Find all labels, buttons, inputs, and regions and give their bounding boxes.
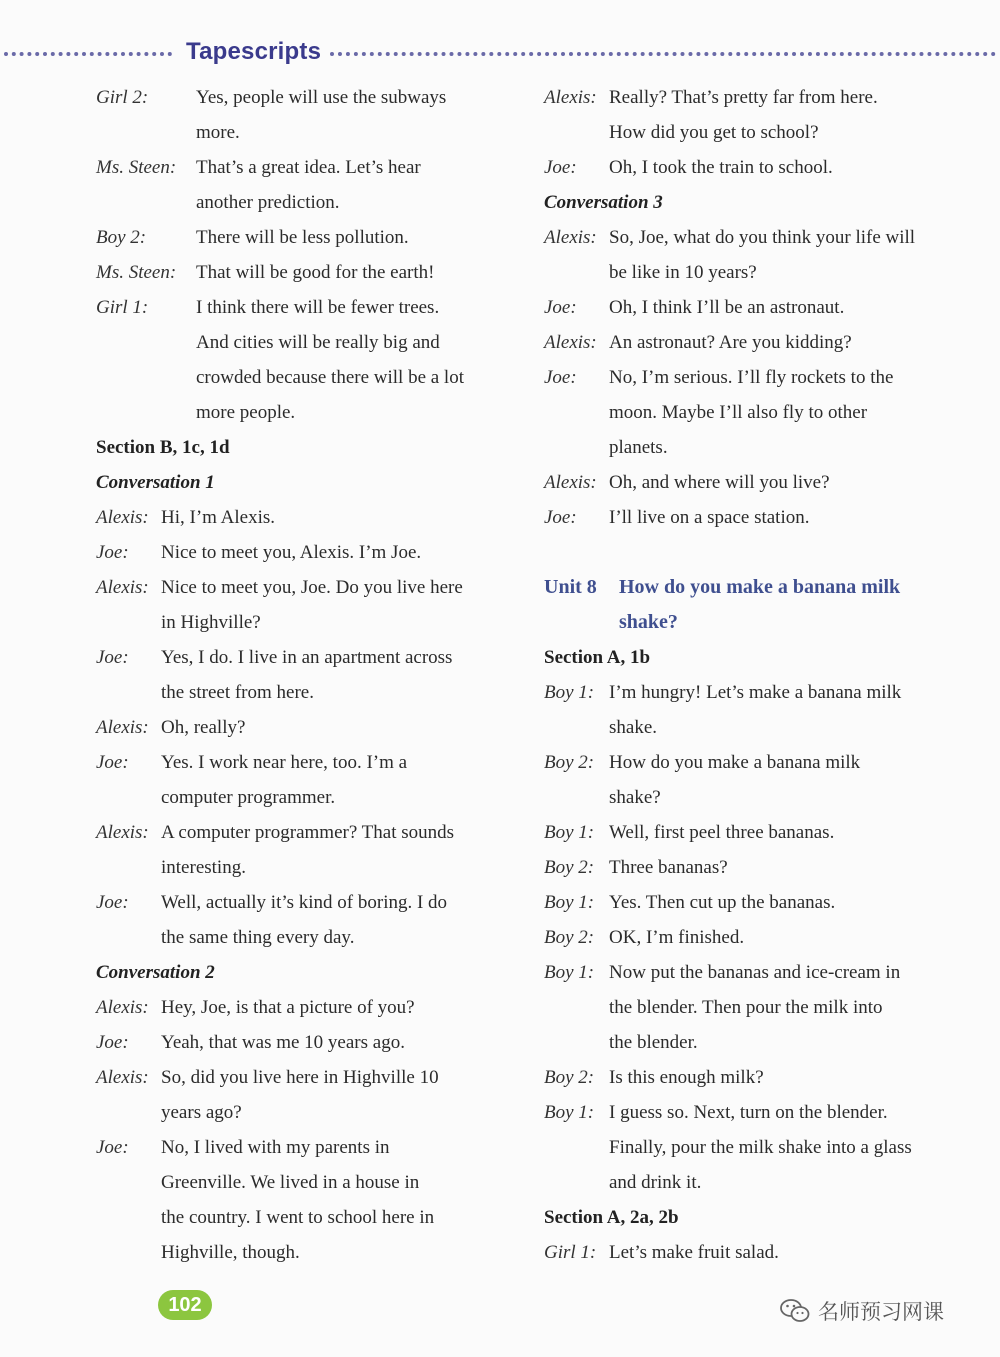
dialogue-text: A computer programmer? That sounds: [161, 822, 455, 843]
dialogue-line: [96, 535, 516, 570]
speaker-name: Boy 1:: [544, 962, 595, 983]
dialogue-line: [544, 745, 964, 815]
watermark-text: 名师预习网课: [818, 1300, 944, 1324]
dialogue-text: Oh, I think I’ll be an astronaut.: [609, 297, 845, 318]
dialogue-text: and drink it.: [609, 1172, 702, 1193]
dialogue-line: [544, 465, 964, 500]
dialogue-text: moon. Maybe I’ll also fly to other: [609, 402, 868, 423]
speaker-name: Boy 2:: [544, 752, 595, 773]
dialogue-text: An astronaut? Are you kidding?: [609, 332, 852, 353]
dialogue-line: [544, 500, 964, 535]
dialogue-text: Three bananas?: [609, 857, 728, 878]
dialogue-text: How do you make a banana milk: [609, 752, 861, 773]
page-header: [0, 36, 1000, 72]
dialogue-line: [544, 290, 964, 325]
dialogue-line: [96, 500, 516, 535]
dialogue-line: [544, 815, 964, 850]
dialogue-text: Oh, I took the train to school.: [609, 157, 833, 178]
dialogue-text: OK, I’m finished.: [609, 927, 745, 948]
dialogue-text: more.: [196, 122, 240, 143]
dialogue-text: Is this enough milk?: [609, 1067, 764, 1088]
page-number-badge: 102: [158, 1290, 212, 1320]
dialogue-text: the street from here.: [161, 682, 314, 703]
speaker-name: Alexis:: [96, 577, 149, 598]
speaker-name: Joe:: [544, 367, 577, 388]
left-column: [96, 80, 516, 1270]
dialogue-line: [544, 150, 964, 185]
speaker-name: Joe:: [96, 647, 129, 668]
speaker-name: Alexis:: [96, 997, 149, 1018]
dialogue-text: Finally, pour the milk shake into a glass: [609, 1137, 912, 1158]
dialogue-line: [544, 1060, 964, 1095]
dialogue-line: [544, 885, 964, 920]
conversation-heading: Conversation 1: [96, 472, 215, 493]
dialogue-text: There will be less pollution.: [196, 227, 409, 248]
dialogue-text: Let’s make fruit salad.: [609, 1242, 779, 1263]
speaker-name: Boy 1:: [544, 892, 595, 913]
dialogue-text: Yes, people will use the subways: [196, 87, 447, 108]
dialogue-text: Now put the bananas and ice-cream in: [609, 962, 901, 983]
dialogue-line: [96, 80, 516, 150]
speaker-name: Joe:: [544, 157, 577, 178]
dialogue-text: another prediction.: [196, 192, 340, 213]
dialogue-line: [544, 220, 964, 290]
dialogue-text: I guess so. Next, turn on the blender.: [609, 1102, 888, 1123]
speaker-name: Alexis:: [544, 472, 597, 493]
dialogue-line: [96, 290, 516, 430]
dialogue-line: [544, 955, 964, 1060]
dialogue-text: in Highville?: [161, 612, 261, 633]
speaker-name: Girl 2:: [96, 87, 149, 108]
speaker-name: Joe:: [96, 892, 129, 913]
dialogue-text: How did you get to school?: [609, 122, 819, 143]
dialogue-text: I’ll live on a space station.: [609, 507, 810, 528]
speaker-name: Alexis:: [544, 87, 597, 108]
dialogue-line: [544, 325, 964, 360]
section-heading: Section B, 1c, 1d: [96, 437, 230, 458]
dialogue-text: Yeah, that was me 10 years ago.: [161, 1032, 405, 1053]
conversation-heading: Conversation 2: [96, 962, 215, 983]
dialogue-line: [544, 920, 964, 955]
dialogue-text: Nice to meet you, Alexis. I’m Joe.: [161, 542, 422, 563]
dialogue-text: That will be good for the earth!: [196, 262, 435, 283]
dialogue-text: years ago?: [161, 1102, 242, 1123]
dialogue-line: [96, 885, 516, 955]
dialogue-text: Really? That’s pretty far from here.: [609, 87, 878, 108]
dialogue-line: [544, 675, 964, 745]
dialogue-text: Yes, I do. I live in an apartment across: [161, 647, 453, 668]
dialogue-text: planets.: [609, 437, 668, 458]
dialogue-line: [96, 1025, 516, 1060]
speaker-name: Joe:: [544, 297, 577, 318]
speaker-name: Boy 1:: [544, 1102, 595, 1123]
dialogue-line: [96, 815, 516, 885]
dialogue-text: Greenville. We lived in a house in: [161, 1172, 420, 1193]
speaker-name: Boy 2:: [544, 857, 595, 878]
dialogue-line: [96, 1060, 516, 1130]
dialogue-text: No, I’m serious. I’ll fly rockets to the: [609, 367, 894, 388]
dialogue-text: computer programmer.: [161, 787, 336, 808]
speaker-name: Ms. Steen:: [96, 157, 177, 178]
dialogue-text: Hi, I’m Alexis.: [161, 507, 275, 528]
dialogue-text: Yes. I work near here, too. I’m a: [161, 752, 408, 773]
dialogue-line: [96, 220, 516, 255]
dialogue-text: Well, actually it’s kind of boring. I do: [161, 892, 448, 913]
dialogue-text: more people.: [196, 402, 296, 423]
dialogue-line: [96, 255, 516, 290]
speaker-name: Alexis:: [544, 227, 597, 248]
unit-title-line: shake?: [619, 611, 678, 633]
header-dots-left: [4, 52, 172, 56]
dialogue-text: Highville, though.: [161, 1242, 300, 1263]
dialogue-text: the same thing every day.: [161, 927, 355, 948]
speaker-name: Alexis:: [96, 507, 149, 528]
dialogue-line: [544, 1235, 964, 1270]
wechat-icon: [780, 1298, 810, 1324]
unit-number: Unit 8: [544, 576, 597, 598]
dialogue-text: I think there will be fewer trees.: [196, 297, 440, 318]
unit-title-line: How do you make a banana milk: [619, 576, 901, 598]
speaker-name: Boy 2:: [96, 227, 147, 248]
speaker-name: Ms. Steen:: [96, 262, 177, 283]
dialogue-text: Nice to meet you, Joe. Do you live here: [161, 577, 463, 598]
dialogue-text: Oh, really?: [161, 717, 246, 738]
dialogue-text: That’s a great idea. Let’s hear: [196, 157, 421, 178]
section-heading: Section A, 1b: [544, 647, 651, 668]
speaker-name: Girl 1:: [96, 297, 149, 318]
dialogue-line: [96, 150, 516, 220]
dialogue-line: [96, 710, 516, 745]
dialogue-text: So, Joe, what do you think your life will: [609, 227, 916, 248]
dialogue-text: Yes. Then cut up the bananas.: [609, 892, 836, 913]
dialogue-line: [96, 570, 516, 640]
right-column: [544, 80, 964, 1270]
dialogue-line: [96, 745, 516, 815]
dialogue-line: [544, 1095, 964, 1200]
section-heading: Section A, 2a, 2b: [544, 1207, 679, 1228]
dialogue-text: the country. I went to school here in: [161, 1207, 435, 1228]
dialogue-text: shake?: [609, 787, 661, 808]
dialogue-text: the blender. Then pour the milk into: [609, 997, 883, 1018]
speaker-name: Girl 1:: [544, 1242, 597, 1263]
dialogue-line: [96, 990, 516, 1025]
speaker-name: Joe:: [96, 752, 129, 773]
dialogue-text: No, I lived with my parents in: [161, 1137, 390, 1158]
speaker-name: Boy 2:: [544, 927, 595, 948]
dialogue-text: crowded because there will be a lot: [196, 367, 464, 388]
speaker-name: Boy 2:: [544, 1067, 595, 1088]
speaker-name: Alexis:: [96, 717, 149, 738]
speaker-name: Joe:: [544, 507, 577, 528]
dialogue-text: And cities will be really big and: [196, 332, 440, 353]
dialogue-text: Oh, and where will you live?: [609, 472, 830, 493]
speaker-name: Joe:: [96, 1137, 129, 1158]
speaker-name: Boy 1:: [544, 822, 595, 843]
unit-heading: [544, 570, 964, 640]
dialogue-line: [96, 640, 516, 710]
dialogue-text: interesting.: [161, 857, 246, 878]
speaker-name: Boy 1:: [544, 682, 595, 703]
watermark: [780, 1294, 944, 1328]
header-dots-right: [330, 52, 996, 56]
speaker-name: Alexis:: [96, 822, 149, 843]
speaker-name: Joe:: [96, 1032, 129, 1053]
dialogue-text: So, did you live here in Highville 10: [161, 1067, 439, 1088]
dialogue-text: be like in 10 years?: [609, 262, 757, 283]
speaker-name: Alexis:: [544, 332, 597, 353]
dialogue-line: [544, 360, 964, 465]
speaker-name: Alexis:: [96, 1067, 149, 1088]
dialogue-text: Hey, Joe, is that a picture of you?: [161, 997, 415, 1018]
dialogue-line: [96, 1130, 516, 1270]
dialogue-text: the blender.: [609, 1032, 698, 1053]
dialogue-text: I’m hungry! Let’s make a banana milk: [609, 682, 902, 703]
dialogue-text: shake.: [609, 717, 658, 738]
page-title: Tapescripts: [186, 38, 322, 65]
speaker-name: Joe:: [96, 542, 129, 563]
conversation-heading: Conversation 3: [544, 192, 663, 213]
dialogue-line: [544, 850, 964, 885]
dialogue-text: Well, first peel three bananas.: [609, 822, 835, 843]
dialogue-line: [544, 80, 964, 150]
